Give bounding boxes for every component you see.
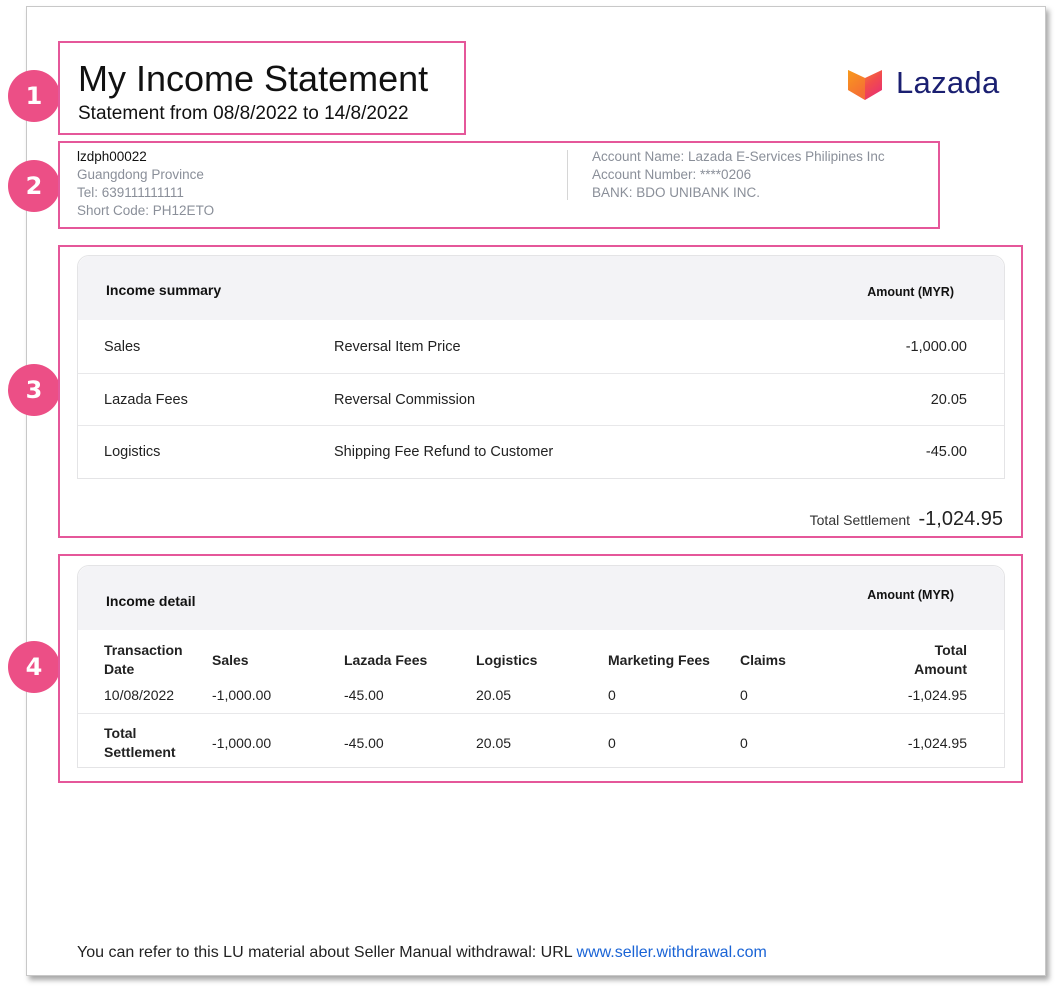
brand-logo (844, 64, 1000, 102)
summary-amount: -45.00 (925, 444, 967, 460)
account-number: Account Number: ****0206 (592, 167, 752, 182)
seller-id: lzdph00022 (77, 149, 147, 164)
info-divider (567, 150, 568, 200)
summary-item: Reversal Item Price (334, 339, 461, 355)
seller-info (77, 148, 214, 220)
col-header-logistics: Logistics (476, 652, 538, 668)
summary-row (78, 321, 1004, 373)
summary-item: Reversal Commission (334, 392, 476, 408)
statement-period: Statement from 08/8/2022 to 14/8/2022 (78, 103, 409, 124)
footer-text: You can refer to this LU material about Seller Manual withdrawal: URL (77, 944, 577, 961)
detail-date: 10/08/2022 (104, 687, 175, 703)
summary-row (78, 373, 1004, 426)
col-header-marketing-fees: Marketing Fees (608, 652, 710, 668)
badge-4: 4 (8, 641, 60, 693)
col-header-date: Transaction Date (104, 642, 183, 677)
income-summary-title: Income summary (106, 282, 222, 298)
summary-total-value: -1,024.95 (918, 508, 1003, 530)
badge-1: 1 (8, 70, 60, 122)
withdrawal-link[interactable]: www.seller.withdrawal.com (576, 944, 767, 961)
summary-total-label: Total Settlement (809, 512, 911, 528)
seller-tel: Tel: 639111111111 (77, 185, 184, 200)
seller-province: Guangdong Province (77, 167, 204, 182)
detail-sales: -1,000.00 (212, 687, 272, 703)
col-header-total-amount: Total Amount (914, 642, 967, 677)
detail-total-logistics: 20.05 (476, 735, 512, 751)
income-detail-title: Income detail (106, 593, 196, 609)
income-detail-card (77, 565, 1005, 768)
income-detail-header (78, 566, 1004, 630)
income-summary-header (78, 256, 1004, 320)
detail-total-claims: 0 (740, 735, 748, 751)
summary-category: Logistics (104, 444, 161, 460)
income-summary-card (77, 255, 1005, 479)
detail-total-amount: -1,024.95 (907, 687, 967, 703)
account-bank: BANK: BDO UNIBANK INC. (592, 185, 761, 200)
seller-short-code: Short Code: PH12ETO (77, 203, 215, 218)
summary-total (810, 508, 1003, 531)
detail-total-label: Total Settlement (104, 725, 176, 760)
lazada-heart-logo-icon (844, 64, 886, 102)
detail-total-marketing-fees: 0 (608, 735, 616, 751)
detail-total-lazada-fees: -45.00 (344, 735, 384, 751)
detail-total-sales: -1,000.00 (212, 735, 272, 751)
footer-note (77, 944, 767, 962)
summary-amount: 20.05 (930, 392, 967, 408)
badge-2: 2 (8, 160, 60, 212)
detail-logistics: 20.05 (476, 687, 512, 703)
summary-item: Shipping Fee Refund to Customer (334, 444, 554, 460)
detail-lazada-fees: -45.00 (344, 687, 384, 703)
detail-claims: 0 (740, 687, 748, 703)
detail-total-total-amount: -1,024.95 (907, 735, 967, 751)
col-header-sales: Sales (212, 652, 249, 668)
col-header-claims: Claims (740, 652, 786, 668)
badge-3: 3 (8, 364, 60, 416)
account-name: Account Name: Lazada E-Services Philipines Inc (592, 149, 885, 164)
account-info (592, 148, 885, 202)
detail-divider (78, 713, 1004, 714)
detail-marketing-fees: 0 (608, 687, 616, 703)
brand-name: Lazada (896, 65, 1000, 100)
col-header-lazada-fees: Lazada Fees (344, 652, 428, 668)
summary-category: Sales (104, 339, 141, 355)
summary-amount: -1,000.00 (905, 339, 967, 355)
summary-category: Lazada Fees (104, 392, 188, 408)
income-detail-amount-header: Amount (MYR) (867, 588, 954, 602)
page-title: My Income Statement (78, 58, 429, 99)
income-summary-amount-header: Amount (MYR) (867, 285, 954, 299)
summary-row (78, 425, 1004, 478)
